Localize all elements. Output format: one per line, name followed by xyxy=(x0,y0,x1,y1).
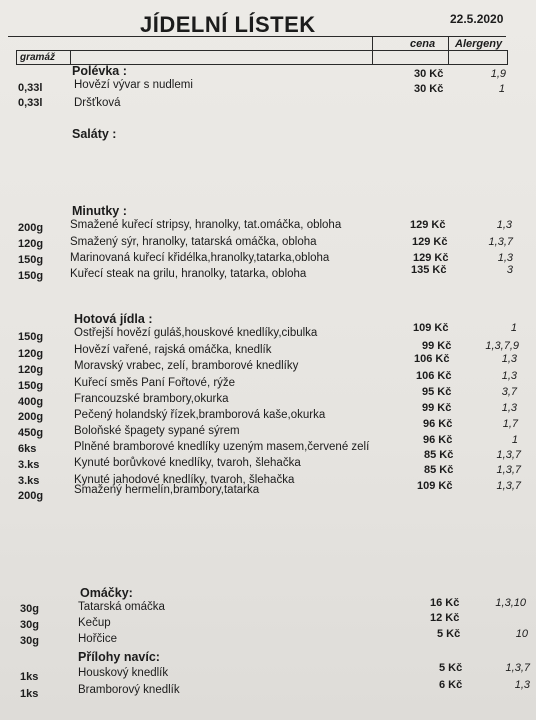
section-title-sauces: Omáčky: xyxy=(80,586,133,600)
menu-row xyxy=(0,434,536,457)
item-allergens: 1 xyxy=(498,83,505,95)
menu-row xyxy=(0,679,536,700)
item-price: 129 Kč xyxy=(413,252,449,264)
item-allergens: 1,9 xyxy=(490,68,506,80)
header-divider xyxy=(448,36,449,64)
item-allergens: 1,3,7 xyxy=(496,464,521,476)
header-divider xyxy=(70,50,71,64)
header-top-rule xyxy=(8,36,506,37)
item-name: Hovězí vařené, rajská omáčka, knedlík xyxy=(74,344,272,356)
item-weight: 200g xyxy=(18,411,44,423)
column-header-weight: gramáž xyxy=(20,52,56,63)
item-allergens: 1,3,7 xyxy=(496,480,521,492)
item-allergens: 1,3,7 xyxy=(505,662,530,674)
item-name: Pečený holandský řízek,bramborová kaše,okurka xyxy=(74,409,326,421)
item-price: 129 Kč xyxy=(410,219,446,231)
header-column-box xyxy=(16,50,508,65)
item-name: Moravský vrabec, zelí, bramborové knedlíky xyxy=(74,360,299,372)
item-allergens: 1,3,7,9 xyxy=(485,340,519,352)
item-weight: 150g xyxy=(18,270,44,282)
item-allergens: 1,3,7 xyxy=(496,449,521,461)
section-title-sides: Přílohy navíc: xyxy=(78,650,160,664)
item-price: 6 Kč xyxy=(439,679,463,691)
item-weight: 3.ks xyxy=(18,475,40,487)
item-name: Boloňské špagety sypané sýrem xyxy=(74,425,240,437)
item-weight: 30g xyxy=(20,603,39,615)
menu-row xyxy=(0,353,536,376)
item-price: 85 Kč xyxy=(424,449,454,461)
item-name: Kynuté borůvkové knedlíky, tvaroh, šlehačka xyxy=(74,457,301,469)
item-allergens: 3 xyxy=(506,264,513,276)
header-divider xyxy=(372,36,373,64)
item-allergens: 1,3,10 xyxy=(495,597,526,609)
item-weight: 120g xyxy=(18,364,44,376)
section-title-minutky: Minutky : xyxy=(72,204,127,218)
item-price: 129 Kč xyxy=(412,236,448,248)
section-title-salads: Saláty : xyxy=(72,127,117,141)
item-weight: 3.ks xyxy=(18,459,40,471)
item-weight: 30g xyxy=(20,619,39,631)
item-allergens: 1,3 xyxy=(497,252,513,264)
item-weight: 120g xyxy=(18,348,44,360)
column-header-allergens: Alergeny xyxy=(455,38,503,50)
item-price: 109 Kč xyxy=(417,480,453,492)
item-weight: 6ks xyxy=(18,443,37,455)
item-weight: 200g xyxy=(18,222,44,234)
menu-row xyxy=(0,236,536,252)
item-price: 85 Kč xyxy=(424,464,454,476)
item-name: Marinovaná kuřecí křidélka,hranolky,tatarka,obloha xyxy=(70,252,330,264)
item-price: 96 Kč xyxy=(423,418,453,430)
item-weight: 0,33l xyxy=(18,97,43,109)
section-title-soup: Polévka : xyxy=(72,64,127,78)
item-price: 5 Kč xyxy=(439,662,463,674)
column-header-price: cena xyxy=(410,38,436,50)
item-price: 16 Kč xyxy=(430,597,460,609)
item-weight: 150g xyxy=(18,331,44,343)
menu-row xyxy=(0,264,536,284)
item-weight: 1ks xyxy=(20,671,39,683)
item-price: 106 Kč xyxy=(416,370,452,382)
item-allergens: 1,3 xyxy=(514,679,530,691)
item-name: Houskový knedlík xyxy=(78,667,169,679)
item-allergens: 1 xyxy=(511,434,518,446)
item-price: 30 Kč xyxy=(414,68,444,80)
item-allergens: 10 xyxy=(515,628,528,640)
item-price: 12 Kč xyxy=(430,612,460,624)
item-allergens: 1 xyxy=(510,322,517,334)
item-weight: 30g xyxy=(20,635,39,647)
item-weight: 400g xyxy=(18,396,44,408)
item-name: Kečup xyxy=(78,617,111,629)
item-name: Smažené kuřecí stripsy, hranolky, tat.omáčka, obloha xyxy=(70,219,342,231)
item-weight: 0,33l xyxy=(18,82,43,94)
item-price: 5 Kč xyxy=(437,628,461,640)
menu-row xyxy=(0,418,536,441)
menu-row xyxy=(0,322,536,343)
menu-row xyxy=(0,97,536,113)
item-allergens: 1,3 xyxy=(501,353,517,365)
item-weight: 200g xyxy=(18,490,44,502)
item-weight: 450g xyxy=(18,427,44,439)
item-allergens: 1,3 xyxy=(496,219,512,231)
item-name: Hovězí vývar s nudlemi xyxy=(74,79,193,91)
item-name: Kuřecí steak na grilu, hranolky, tatarka, obloha xyxy=(70,268,307,280)
item-price: 106 Kč xyxy=(414,353,450,365)
item-name: Dršťková xyxy=(74,97,121,109)
section-title-main-dishes: Hotová jídla : xyxy=(74,312,153,326)
menu-title: JÍDELNÍ LÍSTEK xyxy=(140,12,316,37)
item-name: Ostřejší hovězí guláš,houskové knedlíky,cibulka xyxy=(74,327,318,339)
item-name: Hořčice xyxy=(78,633,117,645)
menu-date: 22.5.2020 xyxy=(450,12,504,26)
menu-row xyxy=(0,340,536,360)
item-name: Tatarská omáčka xyxy=(78,601,165,613)
item-price: 30 Kč xyxy=(414,83,444,95)
item-allergens: 1,7 xyxy=(502,418,518,430)
item-weight: 120g xyxy=(18,238,44,250)
item-name: Plněné bramborové knedlíky uzeným masem,červené zelí xyxy=(74,441,370,453)
item-weight: 1ks xyxy=(20,688,39,700)
item-allergens: 3,7 xyxy=(501,386,517,398)
item-price: 99 Kč xyxy=(422,340,452,352)
item-allergens: 1,3 xyxy=(501,402,517,414)
item-name: Francouzské brambory,okurka xyxy=(74,393,229,405)
item-price: 99 Kč xyxy=(422,402,452,414)
item-weight: 150g xyxy=(18,380,44,392)
item-name: Smažený sýr, hranolky, tatarská omáčka, obloha xyxy=(70,236,317,248)
item-allergens: 1,3,7 xyxy=(488,236,513,248)
menu-row xyxy=(0,628,536,649)
item-allergens: 1,3 xyxy=(501,370,517,382)
item-name: Bramborový knedlík xyxy=(78,684,180,696)
item-price: 96 Kč xyxy=(423,434,453,446)
item-name: Smažený hermelín,brambory,tatarka xyxy=(74,484,260,496)
item-price: 109 Kč xyxy=(413,322,449,334)
item-name: Kynuté jahodové knedlíky, tvaroh, šlehačka xyxy=(74,474,295,486)
item-price: 95 Kč xyxy=(422,386,452,398)
item-name: Kuřecí směs Paní Fořtové, rýže xyxy=(74,377,236,389)
item-weight: 150g xyxy=(18,254,44,266)
item-price: 135 Kč xyxy=(411,264,447,276)
menu-row xyxy=(0,219,536,235)
menu-row xyxy=(0,79,536,95)
